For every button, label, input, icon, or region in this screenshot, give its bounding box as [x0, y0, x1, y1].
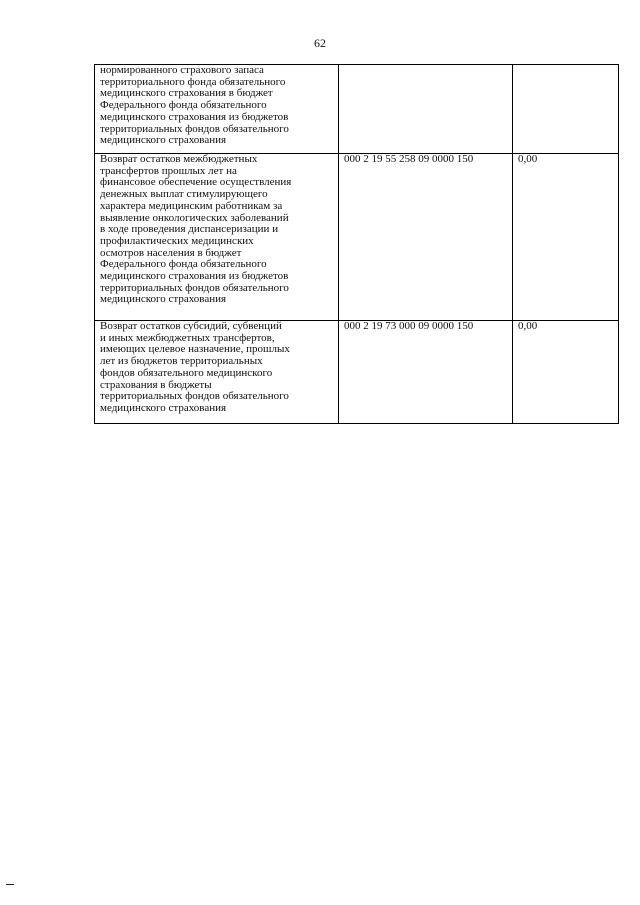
row-value: 0,00 [513, 154, 619, 321]
row-description: нормированного страхового запаса территориального фонда обязательного медицинского страхования в бюджет Федерального фонда обязательного медицинского страхования из бюджетов территориальных фондов обязательного медицинского страхования [95, 65, 339, 154]
row-value [513, 65, 619, 154]
budget-table [94, 64, 619, 424]
table-row [95, 154, 619, 321]
row-description: Возврат остатков межбюджетных трансфертов прошлых лет на финансовое обеспечение осуществления денежных выплат стимулирующего характера медицинским работникам за выявление онкологических заболеваний в ходе проведения диспансеризации и профилактических медицинских осмотров населения в бюджет Федерального фонда обязательного медицинского страхования из бюджетов территориальных фондов обязательного медицинского страхования [95, 154, 339, 321]
row-value: 0,00 [513, 321, 619, 424]
row-code [339, 65, 513, 154]
table-row [95, 321, 619, 424]
table-row [95, 65, 619, 154]
scan-mark [6, 884, 14, 885]
row-code: 000 2 19 73 000 09 0000 150 [339, 321, 513, 424]
row-code: 000 2 19 55 258 09 0000 150 [339, 154, 513, 321]
row-description: Возврат остатков субсидий, субвенций и иных межбюджетных трансфертов, имеющих целевое назначение, прошлых лет из бюджетов территориальных фондов обязательного медицинского страхования в бюджеты территориальных фондов обязательного медицинского страхования [95, 321, 339, 424]
page-number: 62 [314, 36, 326, 50]
